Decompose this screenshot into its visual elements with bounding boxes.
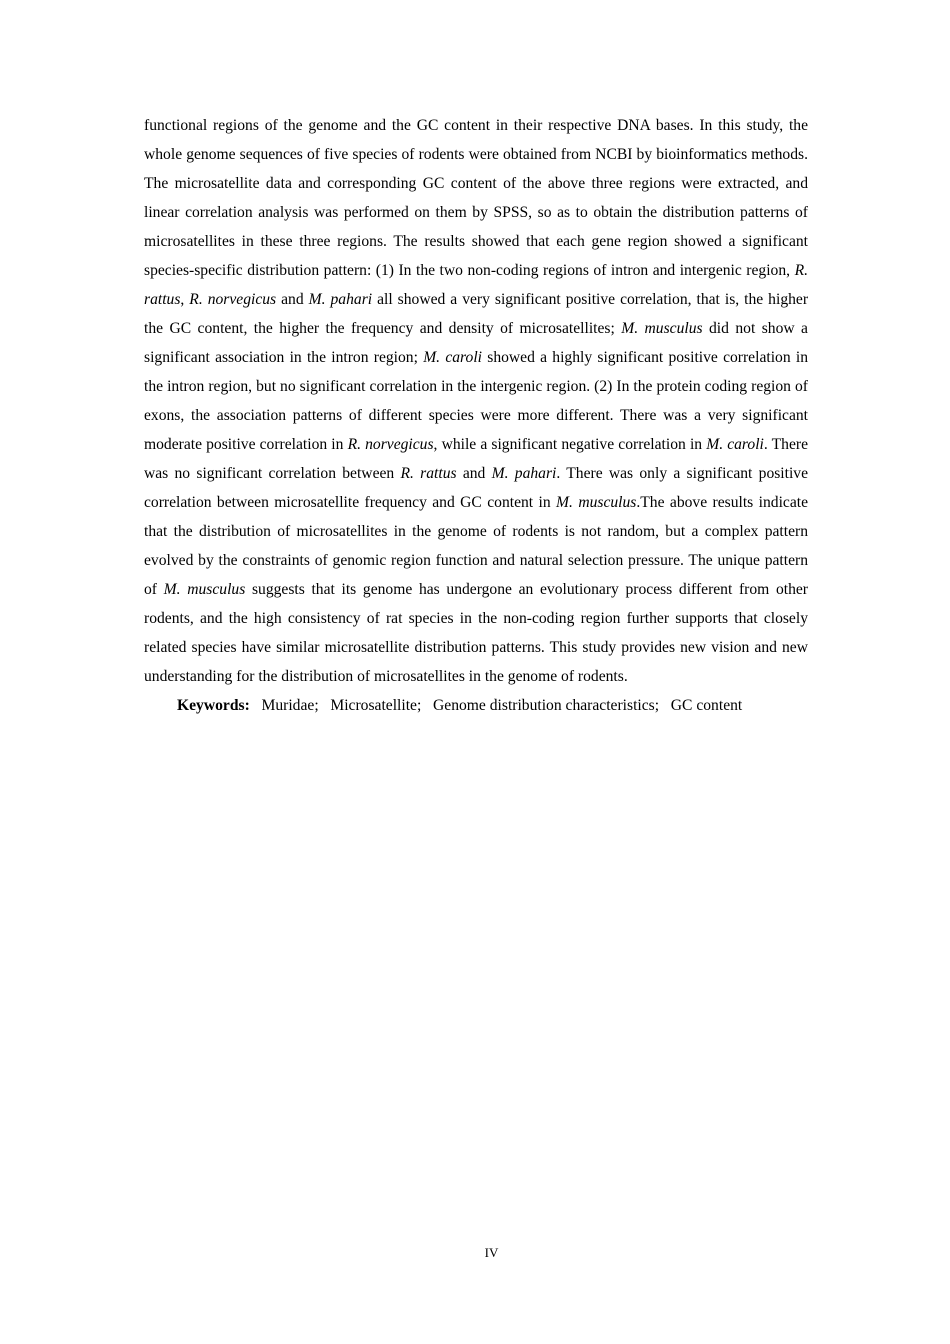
page-number: IV <box>484 1245 499 1260</box>
species-name: M. pahari <box>491 465 557 482</box>
abstract-text: , while a significant negative correlation in <box>433 436 707 453</box>
keyword-item: GC content <box>670 697 743 714</box>
abstract-text: , <box>180 291 190 308</box>
abstract-text: functional regions of the genome and the GC content in their respective DNA bases. In this study, the whole genome sequences of five species of rodents were obtained from NCBI by bioinformatics methods. The microsatellite data and corresponding GC content of the above three regions were extracted, and linear correlation analysis was performed on them by SPSS, so as to obtain the distribution patterns of microsatellites in these three regions. The results showed that each gene region showed a significant species-specific distribution pattern: (1) In the two non-coding regions of intron and intergenic region, <box>144 117 808 279</box>
abstract-text: . There was no significant correlation between <box>144 436 808 482</box>
abstract-text: and <box>456 465 492 482</box>
abstract-text: did not show a significant association in the intron region; <box>144 320 808 366</box>
species-name: R. norvegicus <box>347 436 434 453</box>
abstract-text: showed a highly significant positive correlation in the intron region, but no significant correlation in the intergenic region. (2) In the protein coding region of exons, the association patterns of different species were more different. There was a very significant moderate positive correlation in <box>144 349 808 453</box>
keyword-item: Microsatellite <box>330 697 417 714</box>
species-name: M. caroli <box>423 349 482 366</box>
species-name: R. rattus <box>400 465 457 482</box>
species-name: M. musculus <box>163 581 246 598</box>
species-name: R. norvegicus <box>189 291 277 308</box>
abstract-text: .The above results indicate that the distribution of microsatellites in the genome of rodents is not random, but a complex pattern evolved by the constraints of genomic region function and natural selection pressure. The unique pattern of <box>144 494 808 598</box>
abstract-section <box>144 111 808 720</box>
species-name: M. musculus <box>556 494 637 511</box>
abstract-text: suggests that its genome has undergone an evolutionary process different from other rodents, and the high consistency of rat species in the non-coding region further supports that closely related species have similar microsatellite distribution patterns. This study provides new vision and new understanding for the distribution of microsatellites in the genome of rodents. <box>144 581 809 685</box>
species-name: R. rattus <box>144 262 808 308</box>
species-name: M. caroli <box>706 436 764 453</box>
species-name: M. pahari <box>308 291 373 308</box>
abstract-text: . There was only a significant positive correlation between microsatellite frequency and GC content in <box>144 465 809 511</box>
species-name: M. musculus <box>621 320 703 337</box>
abstract-paragraph <box>144 111 808 691</box>
keywords-label: Keywords: <box>177 697 250 714</box>
abstract-text: all showed a very significant positive correlation, that is, the higher the GC content, the higher the frequency and density of microsatellites; <box>144 291 809 337</box>
keyword-item: Genome distribution characteristics <box>433 697 655 714</box>
keyword-item: Muridae <box>261 697 315 714</box>
keywords-line: Keywords: Muridae; Microsatellite; Genome distribution characteristics; GC content <box>177 697 743 714</box>
abstract-text: and <box>276 291 309 308</box>
